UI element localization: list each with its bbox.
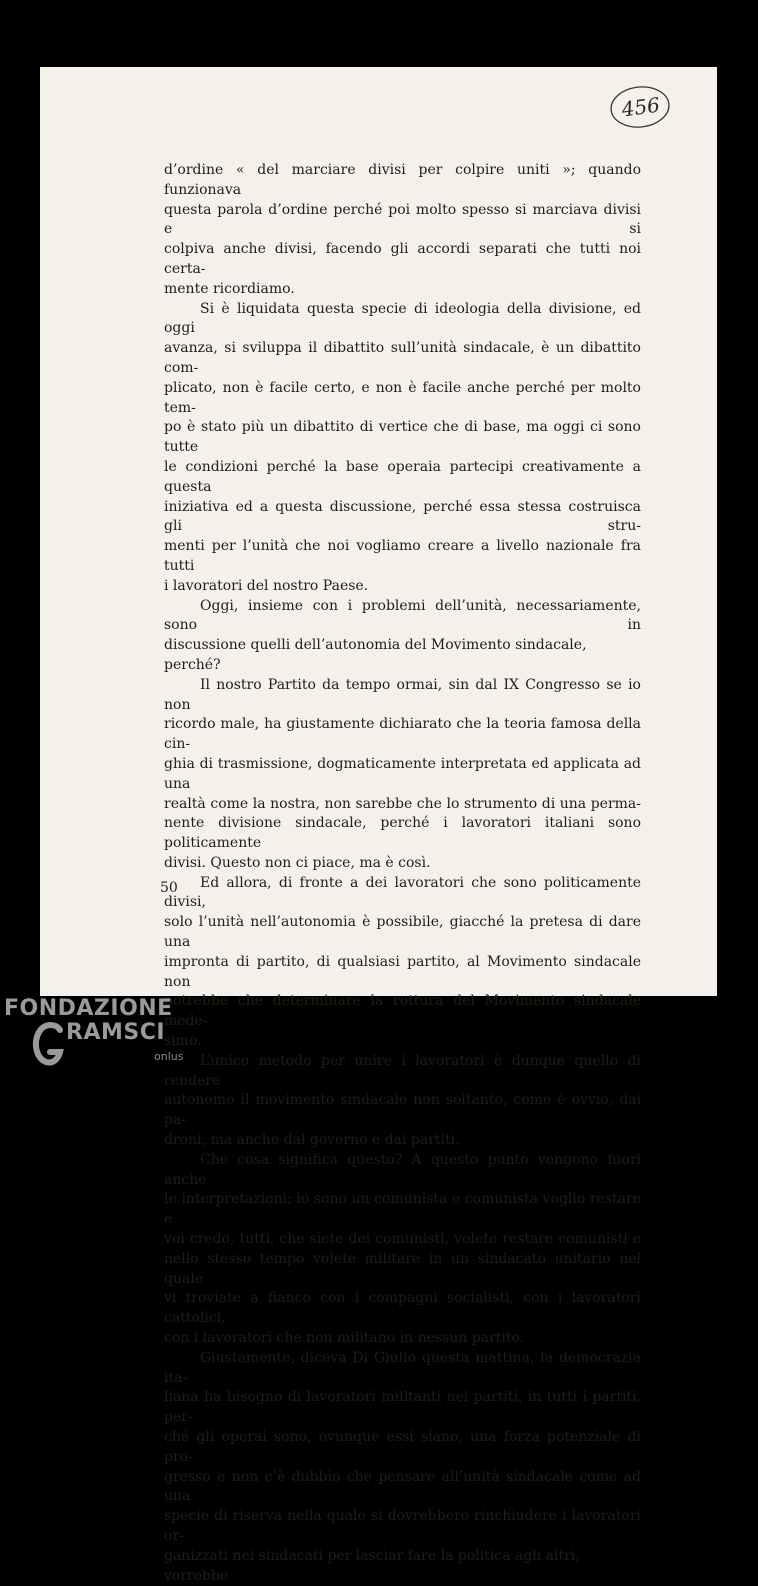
handwritten-folio-number (608, 83, 672, 131)
text-line: d’ordine « del marciare divisi per colpire uniti »; quando funzionava (164, 162, 641, 198)
text-line: impronta di partito, di qualsiasi partito, al Movimento sindacale non (164, 953, 641, 990)
text-line: specie di riserva nella quale si dovrebbero rinchiudere i lavoratori or- (164, 1508, 641, 1544)
paragraph (164, 1052, 641, 1151)
text-line: mente ricordiamo. (164, 280, 295, 297)
text-line: divisi. Questo non ci piace, ma è così. (164, 854, 431, 871)
text-line: liana ha bisogno di lavoratori militanti nei partiti, in tutti i partiti, per- (164, 1389, 641, 1426)
fondazione-gramsci-watermark (4, 996, 194, 1076)
text-line: ricordo male, ha giustamente dichiarato che la teoria famosa della cin- (164, 716, 641, 753)
text-line: realtà come la nostra, non sarebbe che lo strumento di una perma- (164, 795, 641, 812)
text-line: Ed allora, di fronte a dei lavoratori che sono politicamente divisi, (164, 874, 641, 911)
text-line: colpiva anche divisi, facendo gli accordi separati che tutti noi certa- (164, 241, 641, 277)
paragraph (164, 597, 641, 676)
text-line: questa parola d’ordine perché poi molto spesso si marciava divisi e si (164, 201, 641, 238)
text-line: Si è liquidata questa specie di ideologia della divisione, ed oggi (164, 300, 641, 337)
text-line: Oggi, insieme con i problemi dell’unità, necessariamente, sono in (164, 597, 641, 634)
text-line: con i lavoratori che non militano in nessun partito. (164, 1330, 525, 1347)
text-line: le interpretazioni; io sono un comunista e comunista voglio restare e (164, 1191, 641, 1228)
gramsci-g-logo-icon (30, 1018, 66, 1070)
text-line: ganizzati nei sindacati per lasciar fare la politica agli altri, vorrebbe (164, 1547, 580, 1584)
text-line: menti per l’unità che noi vogliamo creare a livello nazionale fra tutti (164, 538, 641, 574)
text-line: iniziativa ed a questa discussione, perché essa stessa costruisca gli stru- (164, 498, 641, 535)
text-line: avanza, si sviluppa il dibattito sull’unità sindacale, è un dibattito com- (164, 340, 641, 376)
paragraph (164, 161, 641, 300)
watermark-line1: FONDAZIONE (4, 996, 173, 1021)
text-line: Il nostro Partito da tempo ormai, sin dal IX Congresso se io non (164, 676, 641, 713)
text-line: droni, ma anche dal governo e dai partiti. (164, 1132, 460, 1149)
text-line: nello stesso tempo volete militare in un sindacato unitario nel quale (164, 1250, 641, 1287)
text-line: autonomo il movimento sindacale non soltanto, come è ovvio, dai pa- (164, 1092, 641, 1129)
text-line: L’unico metodo per unire i lavoratori è dunque quello di rendere (164, 1052, 641, 1089)
page-number: 50 (160, 880, 178, 896)
paragraph (164, 300, 641, 597)
text-line: discussione quelli dell’autonomia del Movimento sindacale, perché? (164, 637, 587, 673)
text-line: ché gli operai sono, ovunque essi siano, una forza potenziale di pro- (164, 1429, 641, 1465)
text-line: Giustamente, diceva Di Giulio questa mattina, la democrazia ita- (164, 1349, 641, 1386)
text-line: ghia di trasmissione, dogmaticamente interpretata ed applicata ad una (164, 755, 641, 792)
watermark-line2: RAMSCI (66, 1020, 166, 1045)
text-line: simo. (164, 1033, 202, 1050)
text-line: vi troviate a fianco con i compagni socialisti, con i lavoratori cattolici, (164, 1290, 641, 1327)
text-line: nente divisione sindacale, perché i lavoratori italiani sono politicamente (164, 815, 641, 852)
text-line: le condizioni perché la base operaia partecipi creativamente a questa (164, 458, 641, 495)
text-line: voi credo, tutti, che siete dei comunisti, volete restare comunisti e (164, 1231, 641, 1248)
paragraph (164, 1349, 641, 1586)
text-line: gresso e non c’è dubbio che pensare all’unità sindacale come ad una (164, 1468, 641, 1505)
body-text (164, 161, 641, 1586)
text-line: po è stato più un dibattito di vertice che di base, ma oggi ci sono tutte (164, 419, 641, 456)
text-line: i lavoratori del nostro Paese. (164, 577, 369, 594)
text-line: plicato, non è facile certo, e non è facile anche perché per molto tem- (164, 379, 641, 416)
text-line: solo l’unità nell’autonomia è possibile, giacché la pretesa di dare una (164, 914, 641, 951)
watermark-line3: onlus (154, 1050, 184, 1063)
text-line: Che cosa significa questo? A questo punto vengono fuori anche (164, 1151, 641, 1188)
folio-number-text: 456 (620, 92, 662, 122)
paragraph (164, 1151, 641, 1349)
paragraph (164, 676, 641, 874)
text-line: potrebbe che determinare la rottura del Movimento sindacale mede- (164, 993, 641, 1030)
paragraph (164, 874, 641, 1052)
